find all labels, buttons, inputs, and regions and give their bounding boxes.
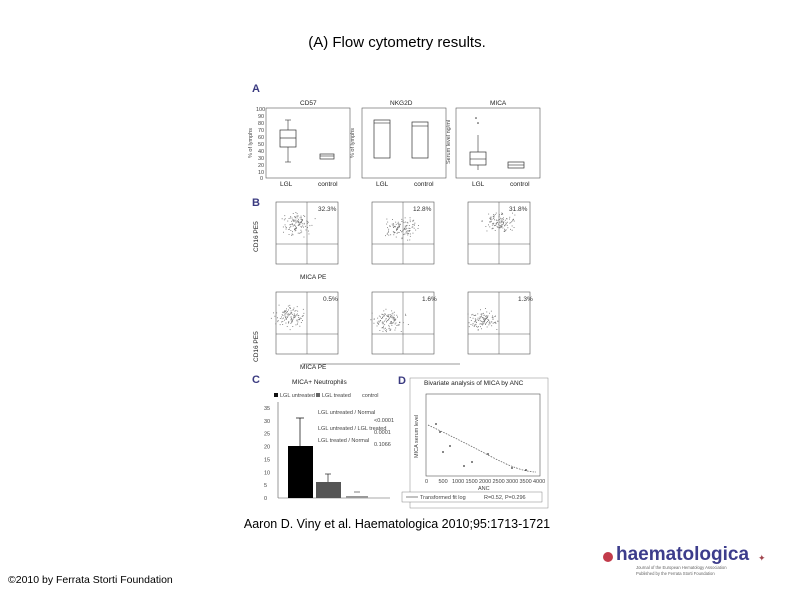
panel-label-b: B	[252, 197, 260, 209]
panel-c-stat-1-label: LGL untreated / Normal	[318, 410, 376, 416]
panel-d-xtick: 3000	[506, 479, 519, 485]
logo-tagline-1: Journal of the European Hematology Association	[636, 565, 727, 570]
svg-text:70: 70	[258, 128, 265, 134]
panel-d-xtick: 3500	[519, 479, 532, 485]
panel-d-xlabel: ANC	[478, 486, 490, 492]
panel-c-stat-2-p: 0.0001	[374, 430, 391, 436]
panel-c-stat-1-p: <0.0001	[374, 418, 395, 424]
svg-text:50: 50	[258, 142, 265, 148]
panel-d-xtick: 500	[438, 479, 448, 485]
panel-a-mica-x2: control	[510, 181, 530, 188]
panel-a-mica-plot	[446, 100, 540, 188]
panel-d-xticks	[425, 479, 545, 485]
svg-text:0: 0	[260, 176, 264, 182]
panel-a-nkg2d-x1: LGL	[376, 181, 389, 188]
panel-b-row2-ylabel: CD16 PE5	[253, 331, 260, 362]
panel-c-ytick: 5	[264, 483, 268, 490]
panel-b-pct-5: 1.6%	[422, 296, 437, 303]
panel-c-legend-1: LGL untreated	[280, 393, 315, 399]
panel-b-row1-xlabel: MICA PE	[300, 274, 327, 281]
panel-d-xtick: 2500	[492, 479, 505, 485]
panel-a-cd57-ylabel: % of lymphs	[248, 128, 254, 158]
figure-title: (A) Flow cytometry results.	[308, 34, 486, 51]
svg-text:100: 100	[256, 107, 266, 113]
svg-text:10: 10	[258, 170, 265, 176]
panel-c-stat-2-label: LGL untreated / LGL treated	[318, 426, 387, 432]
logo-mark-icon	[603, 552, 613, 562]
logo-wordmark: haematologica	[616, 544, 750, 565]
panel-a-nkg2d-x2: control	[414, 181, 434, 188]
svg-text:20: 20	[258, 163, 265, 169]
copyright-notice: ©2010 by Ferrata Storti Foundation	[8, 574, 173, 586]
panel-a-nkg2d-ylabel: % of lymphs	[350, 128, 356, 158]
panel-c-stat-3-p: 0.1066	[374, 442, 391, 448]
panel-c-legend-3: control	[362, 393, 379, 399]
svg-text:40: 40	[258, 149, 265, 155]
panel-b-row1-ylabel: CD16 PE5	[253, 221, 260, 252]
panel-c-ytick: 20	[264, 444, 271, 451]
logo-tagline-2: Published by the Ferrata Storti Foundation	[636, 571, 715, 576]
panel-d-xtick: 1000	[452, 479, 465, 485]
panel-d-xtick: 1500	[465, 479, 478, 485]
panel-d-xtick: 2000	[479, 479, 492, 485]
panel-c-stat-3-label: LGL treated / Normal	[318, 438, 370, 444]
panel-c-ytick: 15	[264, 457, 271, 464]
panel-a-nkg2d-plot	[350, 100, 446, 188]
svg-text:30: 30	[258, 156, 265, 162]
figure-panels	[250, 80, 550, 512]
panel-d-xtick: 0	[425, 479, 429, 485]
panel-c-title: MICA+ Neutrophils	[292, 379, 347, 386]
panel-d-ylabel: MICA serum level	[414, 414, 420, 458]
svg-text:60: 60	[258, 135, 265, 141]
panel-b-pct-4: 0.5%	[323, 296, 338, 303]
panel-b-pct-1: 32.3%	[318, 206, 337, 213]
panel-a-cd57-plot	[248, 100, 350, 188]
panel-b-pct-2: 12.8%	[413, 206, 432, 213]
panel-c-ytick: 25	[264, 431, 271, 438]
panel-a-mica-ylabel: Serum level ng/ml	[446, 119, 452, 164]
logo-ornament-icon: ✦	[758, 554, 766, 564]
panel-c-ytick: 30	[264, 418, 271, 425]
panel-c-stats	[318, 410, 394, 448]
panel-d-fit-label: Transformed fit log	[420, 495, 466, 501]
panel-a-nkg2d-title: NKG2D	[390, 100, 413, 107]
haematologica-logo	[598, 540, 778, 580]
panel-d-title: Bivariate analysis of MICA by ANC	[424, 380, 524, 387]
svg-text:80: 80	[258, 121, 265, 127]
panel-b-pct-3: 31.8%	[509, 206, 528, 213]
panel-label-c: C	[252, 374, 260, 386]
panel-c-legend-2: LGL treated	[322, 393, 351, 399]
panel-a-cd57-x2: control	[318, 181, 338, 188]
panel-d-xtick: 4000	[533, 479, 546, 485]
panel-a-cd57-title: CD57	[300, 100, 317, 107]
svg-text:90: 90	[258, 114, 265, 120]
panel-b-row2-xlabel: MICA PE	[300, 364, 327, 371]
panel-a-mica-title: MICA	[490, 100, 507, 107]
panel-c-ytick: 10	[264, 470, 271, 477]
panel-b-pct-6: 1.3%	[518, 296, 533, 303]
panel-a-cd57-yticks	[256, 107, 265, 182]
panel-c-ytick: 35	[264, 406, 271, 412]
panel-label-d: D	[398, 375, 406, 387]
panel-c-ytick: 0	[264, 496, 268, 502]
panel-d-stat-label: R=0.52, P=0.296	[484, 495, 526, 501]
panel-a-cd57-x1: LGL	[280, 181, 293, 188]
panel-label-a: A	[252, 83, 260, 95]
panel-a-mica-x1: LGL	[472, 181, 485, 188]
figure-caption: Aaron D. Viny et al. Haematologica 2010;95:1713-1721	[243, 517, 551, 531]
panel-c-yticks	[264, 406, 270, 502]
